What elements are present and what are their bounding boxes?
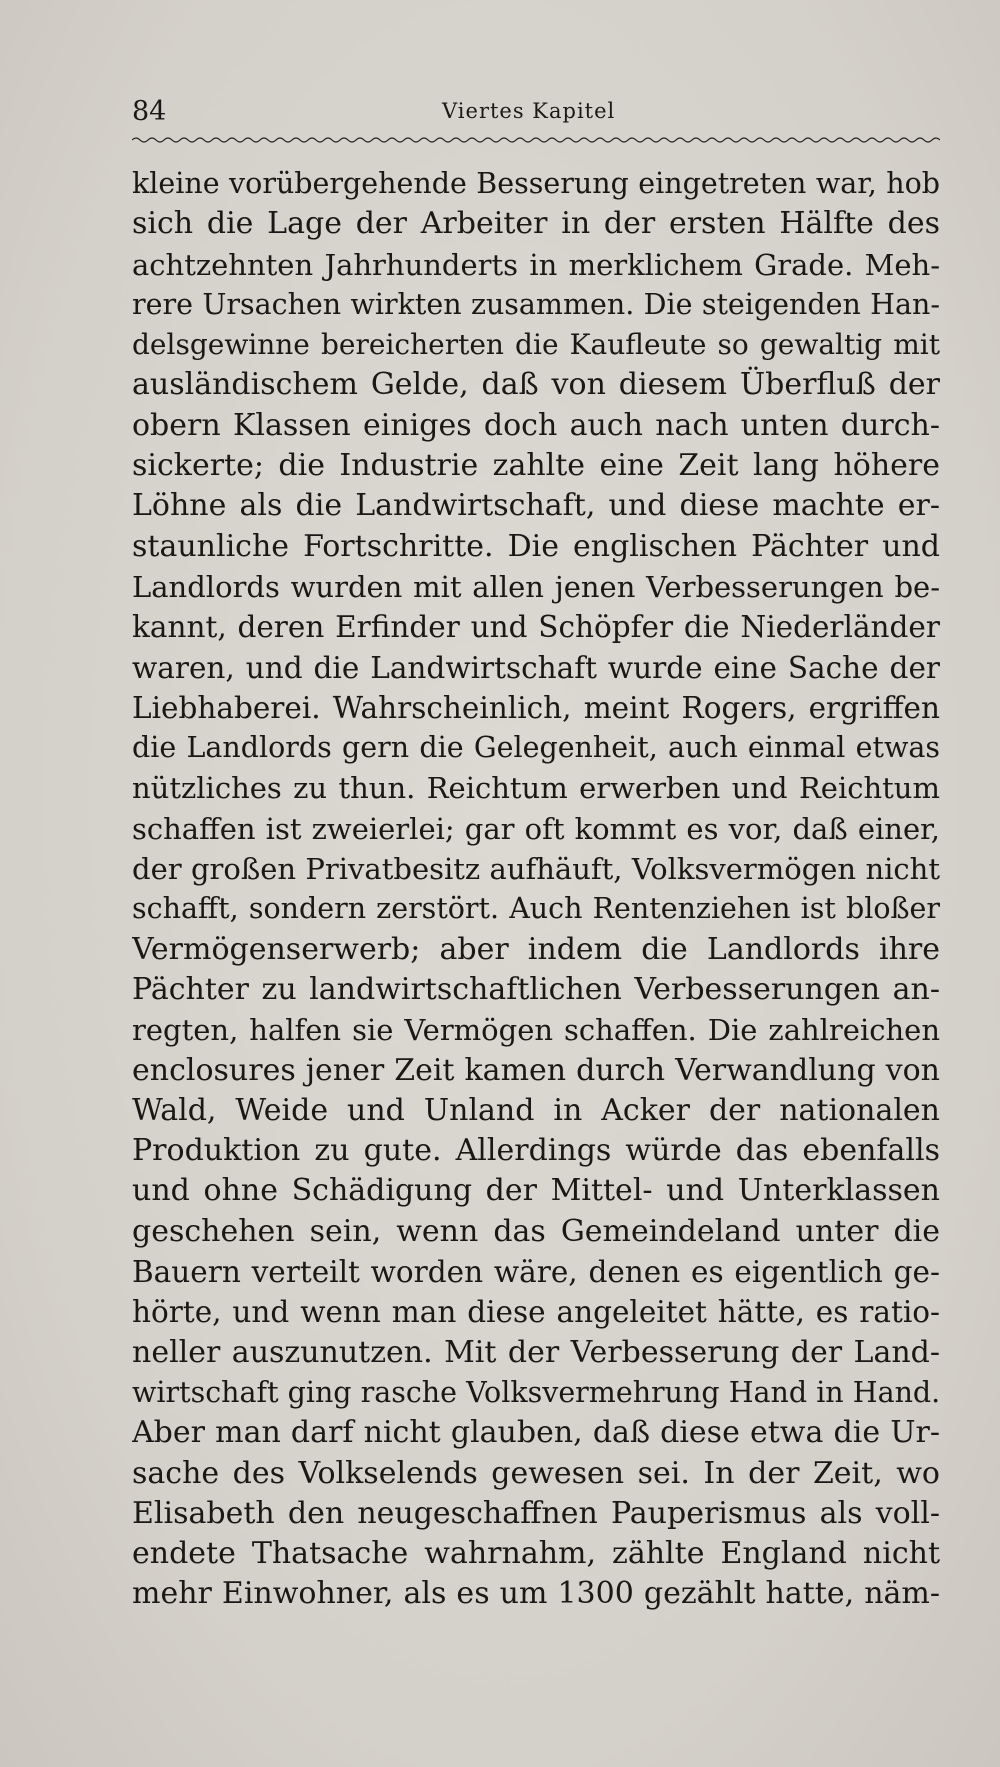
text-line: schafft, sondern zerstört. Auch Rentenziehen ist bloßer: [132, 892, 940, 926]
text-line: kannt, deren Erfinder und Schöpfer die Niederländer: [132, 610, 940, 645]
running-head: Viertes Kapitel: [442, 99, 616, 123]
header-rule: [132, 136, 940, 144]
text-line: Pächter zu landwirtschaftlichen Verbesserungen an-: [132, 971, 940, 1007]
text-line: enclosures jener Zeit kamen durch Verwandlung von: [132, 1052, 940, 1088]
text-line: delsgewinne bereicherten die Kaufleute so gewaltig mit: [132, 328, 940, 362]
text-line: rere Ursachen wirkten zusammen. Die steigenden Han-: [132, 287, 940, 321]
text-line: nützliches zu thun. Reichtum erwerben und Reichtum: [132, 771, 940, 806]
text-line: Aber man darf nicht glauben, daß diese etwa die Ur-: [132, 1415, 940, 1451]
text-line: Wald, Weide und Unland in Acker der nationalen: [132, 1092, 940, 1128]
text-line: sich die Lage der Arbeiter in der ersten Hälfte des: [132, 206, 940, 242]
text-line: Landlords wurden mit allen jenen Verbesserungen be-: [132, 569, 940, 604]
text-line: geschehen sein, wenn das Gemeindeland unter die: [132, 1213, 940, 1249]
text-line: Vermögenserwerb; aber indem die Landlords ihre: [132, 931, 940, 967]
text-line: ausländischem Gelde, daß von diesem Überfluß der: [132, 367, 940, 403]
text-line: sache des Volkselends gewesen sei. In der Zeit, wo: [132, 1455, 940, 1491]
text-line: Elisabeth den neugeschaffnen Pauperismus als voll-: [132, 1495, 940, 1531]
text-line: endete Thatsache wahrnahm, zählte England nicht: [132, 1536, 940, 1572]
text-line: regten, halfen sie Vermögen schaffen. Die zahlreichen: [132, 1013, 940, 1048]
text-line: sickerte; die Industrie zahlte eine Zeit lang höhere: [132, 448, 940, 484]
text-line: und ohne Schädigung der Mittel- und Unterklassen: [132, 1173, 940, 1209]
text-line: wirtschaft ging rasche Volksvermehrung Hand in Hand.: [132, 1375, 940, 1409]
text-line: obern Klassen einiges doch auch nach unten durch-: [132, 407, 940, 443]
page-number: 84: [132, 96, 167, 127]
text-line: schaffen ist zweierlei; gar oft kommt es vor, daß einer,: [132, 811, 940, 846]
page-header: [132, 96, 942, 136]
text-line: staunliche Fortschritte. Die englischen Pächter und: [132, 528, 940, 564]
text-line: hörte, und wenn man diese angeleitet hätte, es ratio-: [132, 1295, 940, 1330]
text-line: neller auszunutzen. Mit der Verbesserung der Land-: [132, 1334, 940, 1370]
text-line: mehr Einwohner, als es um 1300 gezählt hatte, näm-: [132, 1576, 940, 1612]
text-line: Bauern verteilt worden wäre, denen es eigentlich ge-: [132, 1255, 940, 1290]
text-line: waren, und die Landwirtschaft wurde eine Sache der: [132, 650, 940, 685]
body-text: [132, 164, 940, 1615]
text-line: Liebhaberei. Wahrscheinlich, meint Rogers, ergriffen: [132, 690, 940, 725]
text-line: kleine vorübergehende Besserung eingetreten war, hob: [132, 167, 940, 200]
text-line: Produktion zu gute. Allerdings würde das ebenfalls: [132, 1133, 940, 1169]
text-line: Löhne als die Landwirtschaft, und diese machte er-: [132, 488, 940, 524]
text-line: der großen Privatbesitz aufhäuft, Volksvermögen nicht: [132, 852, 940, 887]
text-line: achtzehnten Jahrhunderts in merklichem Grade. Meh-: [132, 247, 940, 282]
text-line: die Landlords gern die Gelegenheit, auch einmal etwas: [132, 731, 940, 765]
